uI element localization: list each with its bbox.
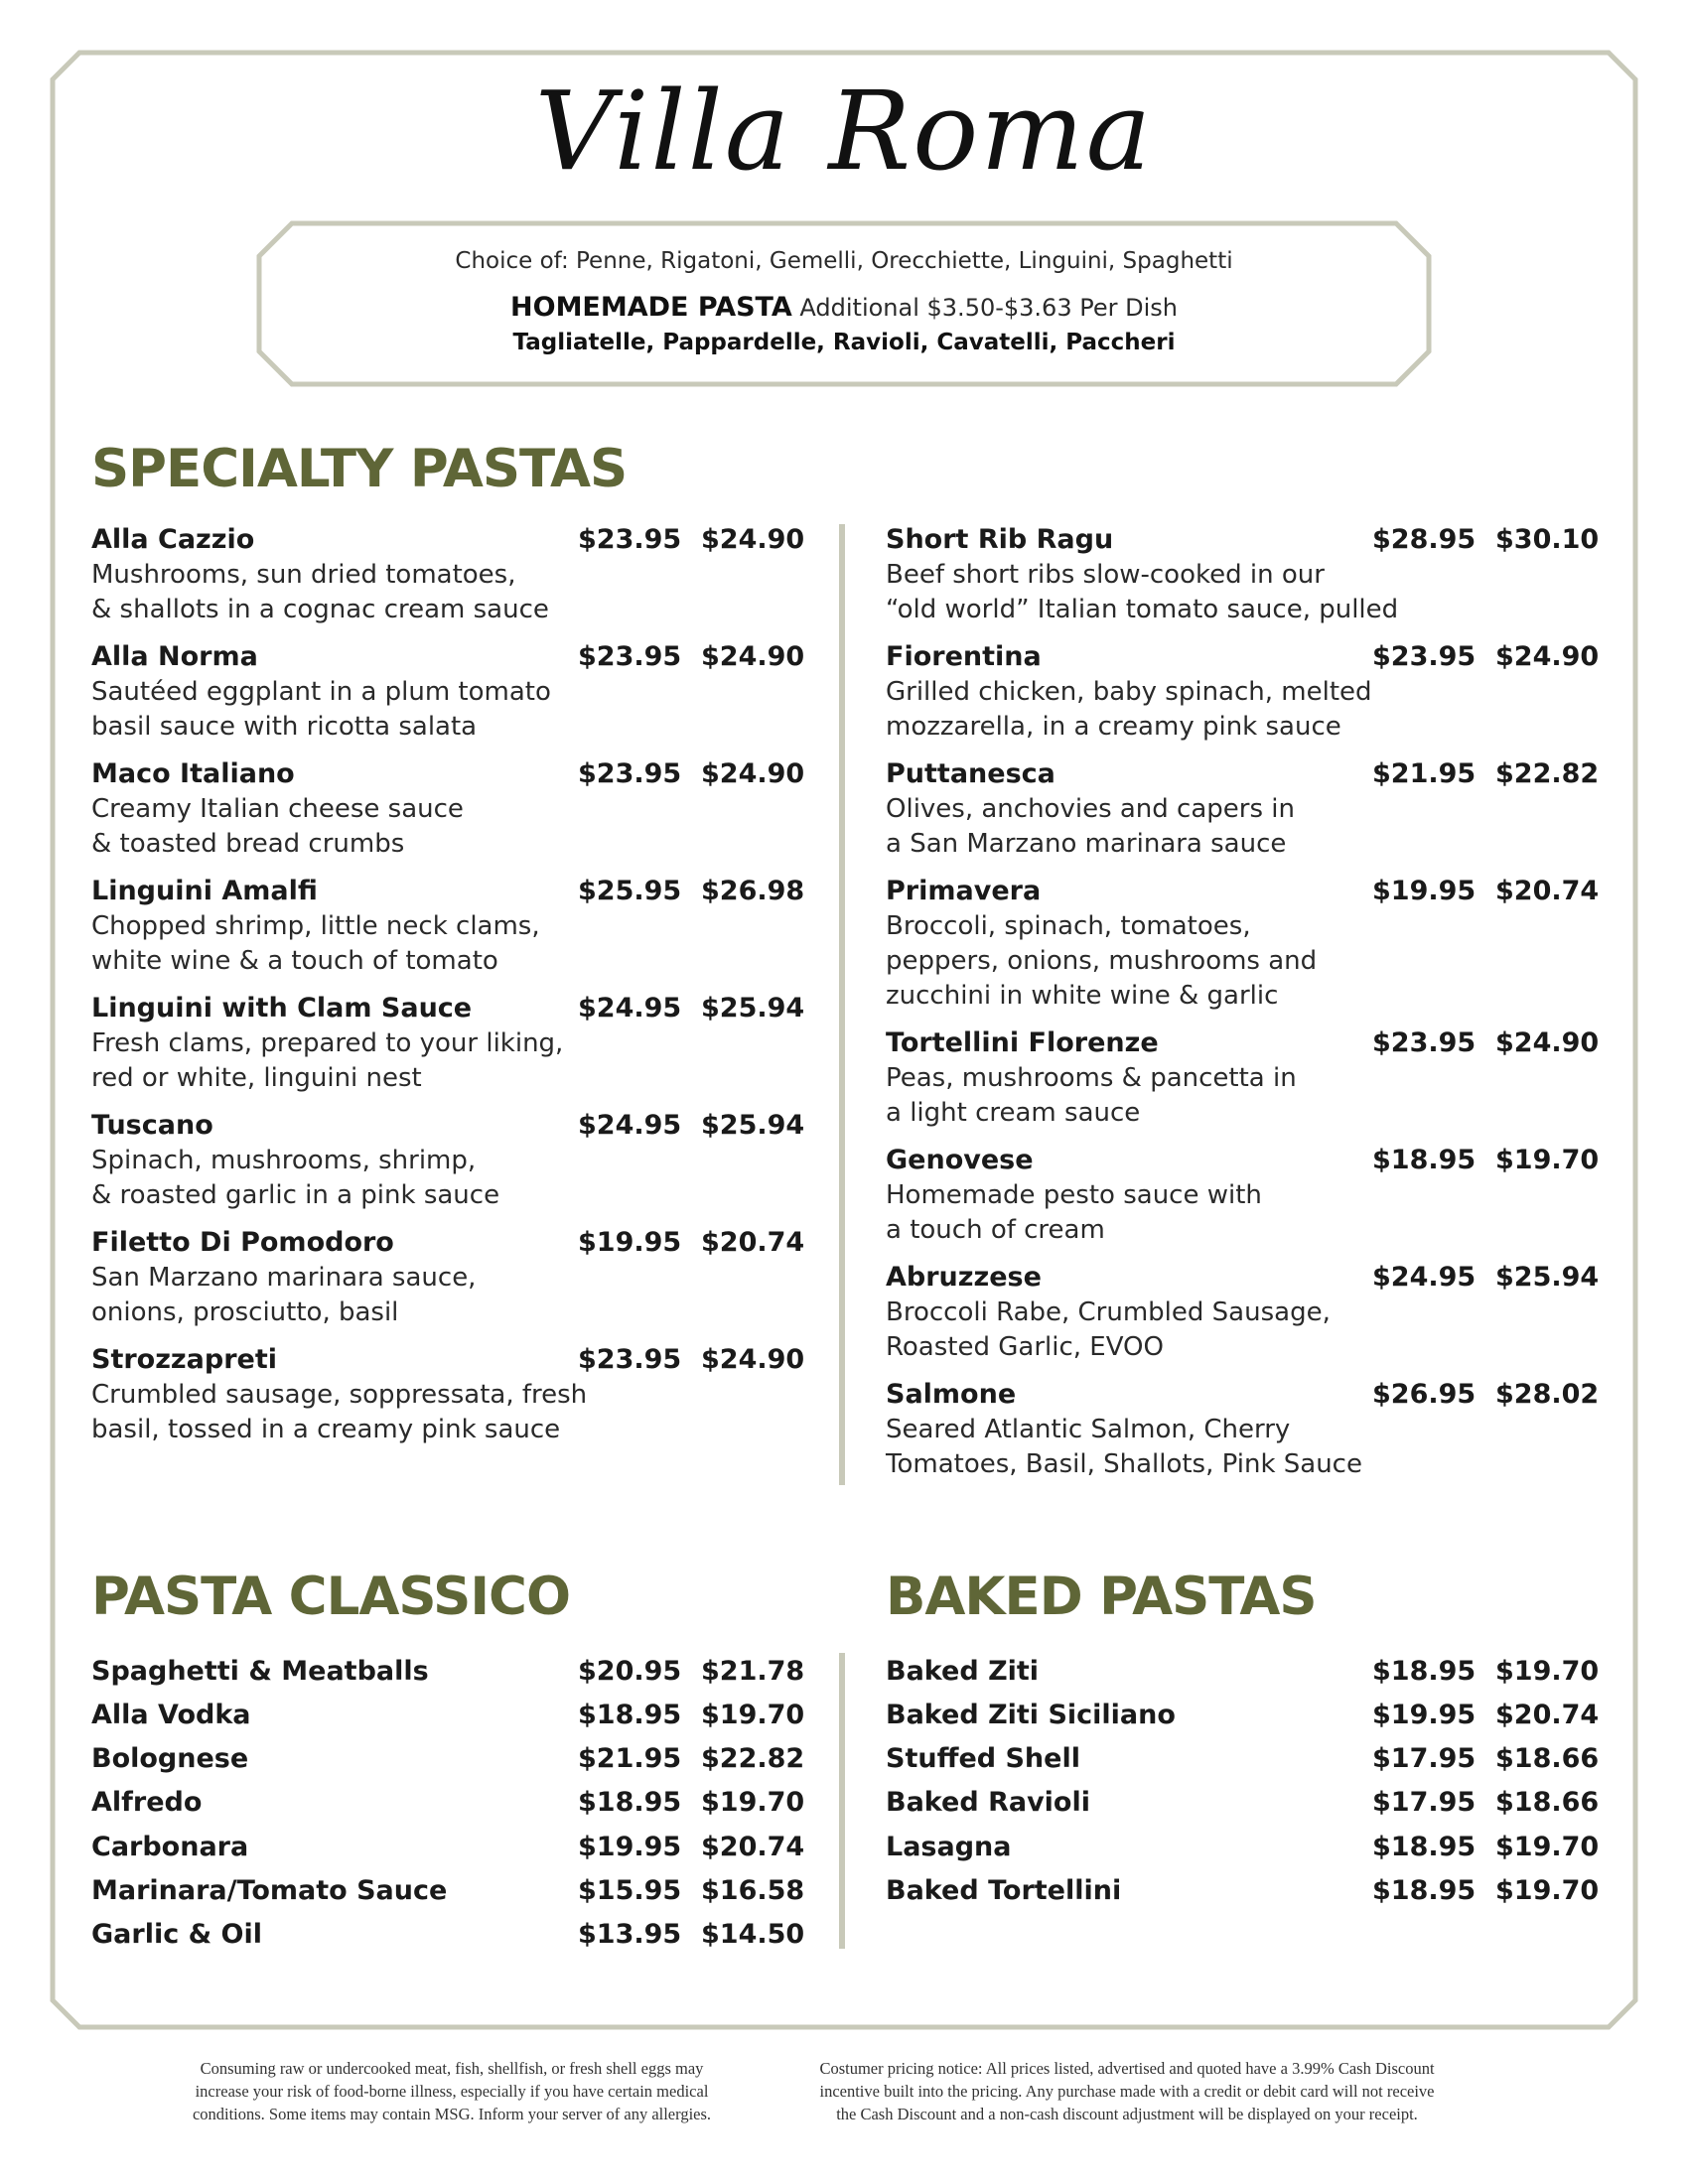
description-line: Olives, anchovies and capers in	[886, 794, 1295, 824]
description-line: Grilled chicken, baby spinach, melted	[886, 677, 1372, 707]
item-price-cash: $17.95	[1372, 1787, 1477, 1818]
description-line: onions, prosciutto, basil	[91, 1297, 399, 1327]
item-price-cash: $18.95	[1372, 1656, 1477, 1687]
description-line: Creamy Italian cheese sauce	[91, 794, 464, 824]
baked-pastas-title: BAKED PASTAS	[886, 1567, 1317, 1627]
item-price-cash: $25.95	[578, 876, 682, 906]
item-price-cash: $18.95	[578, 1787, 682, 1818]
item-description	[886, 1413, 1442, 1482]
notice-line: Consuming raw or undercooked meat, fish, shellfish, or fresh shell eggs may	[200, 2059, 704, 2078]
description-line: Spinach, mushrooms, shrimp,	[91, 1146, 477, 1175]
item-price-card: $19.70	[701, 1700, 805, 1730]
item-name: Baked Ziti	[886, 1656, 1040, 1687]
homemade-pasta-note: Additional $3.50-$3.63 Per Dish	[791, 294, 1178, 322]
notice-line: increase your risk of food-borne illness, especially if you have certain medical	[195, 2082, 709, 2101]
list-item	[886, 1700, 1640, 1733]
item-price-cash: $23.95	[578, 1344, 682, 1375]
item-price-cash: $15.95	[578, 1875, 682, 1906]
list-item	[91, 1919, 846, 1953]
item-price-cash: $18.95	[1372, 1145, 1477, 1175]
item-price-cash: $13.95	[578, 1919, 682, 1950]
notice-line: the Cash Discount and a non-cash discount adjustment will be displayed on your receipt.	[836, 2105, 1418, 2123]
list-item	[91, 1875, 846, 1909]
item-price-card: $24.90	[701, 641, 805, 672]
description-line: Sautéed eggplant in a plum tomato	[91, 677, 551, 707]
item-price-cash: $18.95	[1372, 1832, 1477, 1862]
item-price-card: $19.70	[1495, 1875, 1600, 1906]
item-name: Marinara/Tomato Sauce	[91, 1875, 448, 1906]
item-description	[886, 792, 1402, 862]
description-line: & roasted garlic in a pink sauce	[91, 1180, 500, 1210]
item-price-card: $22.82	[701, 1743, 805, 1774]
item-description	[886, 1296, 1402, 1365]
item-price-cash: $18.95	[1372, 1875, 1477, 1906]
item-price-card: $20.74	[1495, 876, 1600, 906]
description-line: a light cream sauce	[886, 1098, 1141, 1128]
item-price-cash: $21.95	[1372, 758, 1477, 789]
item-price-card: $24.90	[701, 524, 805, 555]
item-description	[886, 1061, 1402, 1131]
list-item	[886, 1875, 1640, 1909]
item-description	[886, 909, 1402, 1014]
item-price-card: $25.94	[1495, 1262, 1600, 1293]
description-line: “old world” Italian tomato sauce, pulled	[886, 595, 1399, 624]
item-name: Spaghetti & Meatballs	[91, 1656, 429, 1687]
item-price-card: $24.90	[1495, 1027, 1600, 1058]
item-description	[91, 558, 608, 627]
item-price-cash: $26.95	[1372, 1379, 1477, 1410]
description-line: Tomatoes, Basil, Shallots, Pink Sauce	[886, 1449, 1362, 1479]
description-line: & shallots in a cognac cream sauce	[91, 595, 549, 624]
item-name: Salmone	[886, 1379, 1017, 1410]
item-price-card: $18.66	[1495, 1787, 1600, 1818]
item-price-card: $19.70	[1495, 1832, 1600, 1862]
homemade-pasta-list: Tagliatelle, Pappardelle, Ravioli, Cavatelli, Paccheri	[512, 330, 1176, 355]
allergy-notice	[134, 2057, 770, 2125]
item-price-cash: $28.95	[1372, 524, 1477, 555]
item-price-card: $19.70	[701, 1787, 805, 1818]
item-price-card: $14.50	[701, 1919, 805, 1950]
item-description	[886, 675, 1442, 745]
item-name: Strozzapreti	[91, 1344, 277, 1375]
item-price-cash: $24.95	[578, 993, 682, 1024]
description-line: Seared Atlantic Salmon, Cherry	[886, 1415, 1291, 1444]
homemade-pasta-label: HOMEMADE PASTA	[510, 292, 792, 323]
notice-line: incentive built into the pricing. Any purchase made with a credit or debit card will not receive	[819, 2082, 1435, 2101]
pasta-choice-box	[256, 220, 1432, 387]
description-line: Crumbled sausage, soppressata, fresh	[91, 1380, 588, 1410]
notice-line: conditions. Some items may contain MSG. Inform your server of any allergies.	[192, 2105, 712, 2123]
item-name: Tuscano	[91, 1110, 213, 1141]
item-price-cash: $23.95	[578, 641, 682, 672]
item-price-cash: $23.95	[1372, 641, 1477, 672]
list-item	[886, 1832, 1640, 1865]
item-name: Lasagna	[886, 1832, 1012, 1862]
item-name: Genovese	[886, 1145, 1034, 1175]
description-line: Chopped shrimp, little neck clams,	[91, 911, 540, 941]
item-price-card: $20.74	[701, 1832, 805, 1862]
list-item	[91, 1700, 846, 1733]
restaurant-title: Villa Roma	[534, 68, 1154, 195]
item-description	[91, 675, 608, 745]
item-price-card: $28.02	[1495, 1379, 1600, 1410]
item-price-cash: $18.95	[578, 1700, 682, 1730]
description-line: San Marzano marinara sauce,	[91, 1263, 477, 1293]
description-line: red or white, linguini nest	[91, 1063, 422, 1093]
item-description	[886, 558, 1442, 627]
item-price-cash: $19.95	[1372, 876, 1477, 906]
description-line: white wine & a touch of tomato	[91, 946, 498, 976]
list-item	[886, 1787, 1640, 1821]
item-price-card: $18.66	[1495, 1743, 1600, 1774]
item-price-cash: $23.95	[578, 758, 682, 789]
item-description	[91, 792, 608, 862]
item-price-cash: $21.95	[578, 1743, 682, 1774]
item-price-card: $20.74	[1495, 1700, 1600, 1730]
description-line: Fresh clams, prepared to your liking,	[91, 1028, 564, 1058]
item-price-card: $24.90	[701, 758, 805, 789]
item-description	[91, 1026, 608, 1096]
description-line: peppers, onions, mushrooms and	[886, 946, 1318, 976]
description-line: Broccoli Rabe, Crumbled Sausage,	[886, 1297, 1331, 1327]
list-item	[91, 1656, 846, 1690]
item-price-cash: $19.95	[1372, 1700, 1477, 1730]
pasta-classico-title: PASTA CLASSICO	[91, 1567, 570, 1627]
item-price-card: $19.70	[1495, 1145, 1600, 1175]
description-line: mozzarella, in a creamy pink sauce	[886, 712, 1341, 742]
item-price-card: $20.74	[701, 1227, 805, 1258]
item-price-card: $26.98	[701, 876, 805, 906]
item-price-card: $25.94	[701, 993, 805, 1024]
item-name: Abruzzese	[886, 1262, 1042, 1293]
item-description	[91, 1378, 608, 1447]
specialty-pastas-title: SPECIALTY PASTAS	[91, 439, 628, 499]
item-name: Bolognese	[91, 1743, 249, 1774]
item-name: Baked Tortellini	[886, 1875, 1122, 1906]
item-name: Short Rib Ragu	[886, 524, 1114, 555]
item-price-cash: $19.95	[578, 1832, 682, 1862]
item-description	[91, 1261, 608, 1330]
item-price-cash: $19.95	[578, 1227, 682, 1258]
item-price-card: $30.10	[1495, 524, 1600, 555]
item-price-card: $22.82	[1495, 758, 1600, 789]
item-price-cash: $23.95	[1372, 1027, 1477, 1058]
list-item	[886, 1656, 1640, 1690]
description-line: Beef short ribs slow-cooked in our	[886, 560, 1325, 590]
item-price-cash: $24.95	[1372, 1262, 1477, 1293]
item-name: Linguini Amalfi	[91, 876, 318, 906]
item-name: Stuffed Shell	[886, 1743, 1080, 1774]
pasta-choice-text: Choice of: Penne, Rigatoni, Gemelli, Orecchiette, Linguini, Spaghetti	[455, 248, 1233, 274]
item-description	[886, 1178, 1402, 1248]
description-line: Peas, mushrooms & pancetta in	[886, 1063, 1297, 1093]
list-item	[91, 1832, 846, 1865]
description-line: basil, tossed in a creamy pink sauce	[91, 1415, 561, 1444]
list-item	[91, 1743, 846, 1777]
description-line: a touch of cream	[886, 1215, 1105, 1245]
description-line: Broccoli, spinach, tomatoes,	[886, 911, 1251, 941]
specialty-column-divider	[839, 524, 845, 1485]
item-name: Filetto Di Pomodoro	[91, 1227, 394, 1258]
description-line: Mushrooms, sun dried tomatoes,	[91, 560, 516, 590]
item-name: Carbonara	[91, 1832, 249, 1862]
list-item	[886, 1743, 1640, 1777]
list-item	[91, 1787, 846, 1821]
item-description	[91, 909, 608, 979]
description-line: basil sauce with ricotta salata	[91, 712, 478, 742]
item-name: Garlic & Oil	[91, 1919, 263, 1950]
item-name: Alfredo	[91, 1787, 203, 1818]
item-name: Tortellini Florenze	[886, 1027, 1159, 1058]
notice-line: Costumer pricing notice: All prices listed, advertised and quoted have a 3.99% Cash Discount	[819, 2059, 1435, 2078]
item-price-cash: $23.95	[578, 524, 682, 555]
item-price-cash: $17.95	[1372, 1743, 1477, 1774]
item-name: Baked Ziti Siciliano	[886, 1700, 1176, 1730]
item-price-card: $25.94	[701, 1110, 805, 1141]
item-price-card: $19.70	[1495, 1656, 1600, 1687]
pricing-notice	[789, 2057, 1465, 2125]
item-name: Maco Italiano	[91, 758, 295, 789]
item-price-card: $21.78	[701, 1656, 805, 1687]
item-name: Primavera	[886, 876, 1042, 906]
item-price-card: $24.90	[701, 1344, 805, 1375]
item-name: Alla Cazzio	[91, 524, 255, 555]
item-price-card: $16.58	[701, 1875, 805, 1906]
description-line: Homemade pesto sauce with	[886, 1180, 1262, 1210]
item-name: Puttanesca	[886, 758, 1055, 789]
item-name: Alla Norma	[91, 641, 258, 672]
description-line: & toasted bread crumbs	[91, 829, 405, 859]
item-description	[91, 1144, 608, 1213]
description-line: zucchini in white wine & garlic	[886, 981, 1279, 1011]
item-name: Fiorentina	[886, 641, 1042, 672]
item-price-cash: $24.95	[578, 1110, 682, 1141]
item-name: Alla Vodka	[91, 1700, 251, 1730]
item-name: Baked Ravioli	[886, 1787, 1090, 1818]
description-line: a San Marzano marinara sauce	[886, 829, 1287, 859]
item-name: Linguini with Clam Sauce	[91, 993, 473, 1024]
description-line: Roasted Garlic, EVOO	[886, 1332, 1164, 1362]
item-price-cash: $20.95	[578, 1656, 682, 1687]
item-price-card: $24.90	[1495, 641, 1600, 672]
homemade-pasta-line	[256, 292, 1432, 323]
